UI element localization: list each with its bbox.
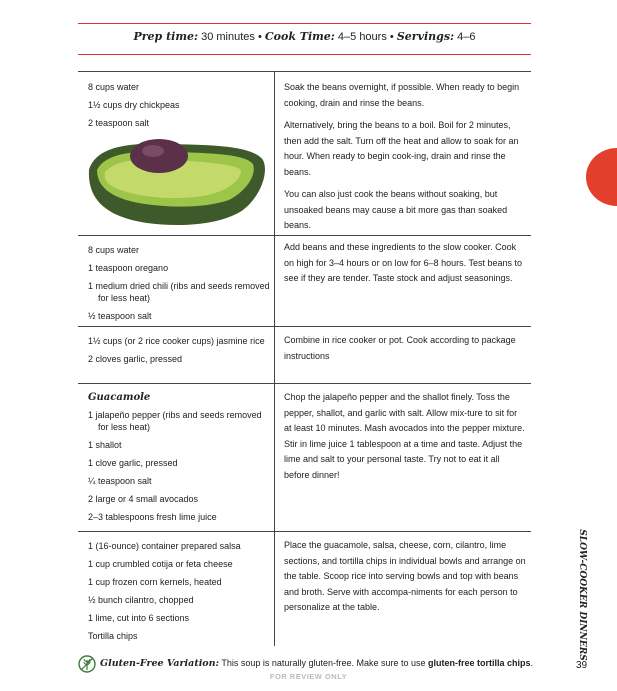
ingredient: 1 cup frozen corn kernels, heated: [88, 577, 222, 587]
gluten-free-label: Gluten-Free Variation:: [100, 658, 220, 669]
prep-time-label: Prep time:: [133, 30, 199, 43]
ingredient: 2–3 tablespoons fresh lime juice: [88, 512, 217, 522]
separator: •: [257, 31, 262, 43]
header-bottom-rule: [78, 54, 531, 55]
ingredient: 2 teaspoon salt: [88, 118, 150, 128]
chapter-label-text: SLOW-COOKER DINNERS: [577, 529, 587, 661]
instruction-paragraph: Add beans and these ingredients to the slow cooker. Cook on high for 3–4 hours or on low for 6–8 hours. Test beans to see if they are tender. Taste stock and adjust seasonings.: [284, 242, 522, 283]
ingredient: 1 jalapeño pepper (ribs and seeds removed for less heat): [88, 410, 262, 432]
ingredient: Tortilla chips: [88, 631, 138, 641]
gluten-free-end: .: [530, 658, 534, 668]
wheat-icon: [78, 655, 96, 673]
prep-time-value: 30 minutes: [201, 31, 255, 43]
instructions-cell: [284, 240, 526, 294]
chapter-side-label: [575, 529, 589, 661]
instruction-paragraph: Alternatively, bring the beans to a boil. Boil for 2 minutes, then add the salt. Turn off the heat and allow to soak for an hour. When ready to begin cook-ing, drain and rinse the beans.: [284, 120, 519, 177]
separator: •: [389, 31, 394, 43]
ingredient: 2 cloves garlic, pressed: [88, 354, 183, 364]
instruction-paragraph: Chop the jalapeño pepper and the shallot finely. Toss the pepper, shallot, and garlic with salt. Allow mix-ture to sit for at least 10 minutes. Mash avocados into the pepper mixture. Stir in lime juice 1 tablespoon at a time and taste. Adjust the lime and salt to your personal taste. Try not to eat it all before dinner!: [284, 392, 525, 480]
instructions-cell: [284, 333, 526, 371]
cook-time-value: 4–5 hours: [337, 31, 387, 43]
ingredient: 1 (16-ounce) container prepared salsa: [88, 541, 241, 551]
ingredient: 1 cup crumbled cotija or feta cheese: [88, 559, 233, 569]
page-number: 39: [576, 660, 588, 671]
instruction-paragraph: You can also just cook the beans without soaking, but unsoaked beans may cause a bit more gas than soaked beans.: [284, 189, 508, 230]
column-divider: [274, 71, 275, 646]
instructions-cell: [284, 390, 526, 490]
instruction-paragraph: Combine in rice cooker or pot. Cook according to package instructions: [284, 335, 516, 361]
servings-label: Servings:: [396, 30, 455, 43]
table-border-top: [78, 71, 531, 72]
ingredient: 8 cups water: [88, 82, 140, 92]
ingredient: 8 cups water: [88, 245, 140, 255]
gluten-free-bold: gluten-free tortilla chips: [428, 658, 531, 668]
ingredient: 1 teaspoon oregano: [88, 263, 169, 273]
review-watermark: FOR REVIEW ONLY: [269, 672, 348, 681]
instructions-cell: [284, 538, 526, 623]
ingredients-cell: [88, 540, 270, 648]
ingredients-cell: [88, 392, 270, 529]
header-top-rule: [78, 23, 531, 24]
guacamole-subhead: Guacamole: [88, 392, 151, 403]
row-divider: [78, 383, 531, 384]
gluten-free-text: This soup is naturally gluten-free. Make sure to use: [221, 658, 426, 668]
ingredient: 1½ cups (or 2 rice cooker cups) jasmine rice: [88, 336, 265, 346]
ingredients-cell: [88, 335, 270, 371]
ingredient: ¼ teaspoon salt: [88, 476, 152, 486]
instruction-paragraph: Soak the beans overnight, if possible. When ready to begin cooking, drain and rinse the beans.: [284, 82, 520, 108]
ingredient: 1½ cups dry chickpeas: [88, 100, 180, 110]
chapter-tab: [586, 148, 617, 206]
row-divider: [78, 531, 531, 532]
ingredients-cell: [88, 244, 270, 328]
instruction-paragraph: Place the guacamole, salsa, cheese, corn, cilantro, lime sections, and tortilla chips in individual bowls and arrange on the table. Scoop rice into serving bowls and top with beans and broth. Serve with accompa-niments for each person to personalize at the table.: [284, 540, 526, 612]
ingredient: 1 clove garlic, pressed: [88, 458, 178, 468]
instructions-cell: [284, 80, 526, 241]
cook-time-label: Cook Time:: [264, 30, 335, 43]
ingredient: 1 shallot: [88, 440, 122, 450]
servings-value: 4–6: [457, 31, 476, 43]
ingredients-cell: [88, 81, 270, 135]
recipe-meta: [78, 30, 531, 43]
avocado-illustration: [85, 136, 267, 228]
ingredient: ½ bunch cilantro, chopped: [88, 595, 194, 605]
ingredient: 1 lime, cut into 6 sections: [88, 613, 190, 623]
ingredient: 1 medium dried chili (ribs and seeds removed for less heat): [88, 281, 270, 303]
gluten-free-note: [78, 654, 548, 674]
ingredient: 2 large or 4 small avocados: [88, 494, 199, 504]
ingredient: ½ teaspoon salt: [88, 311, 152, 321]
